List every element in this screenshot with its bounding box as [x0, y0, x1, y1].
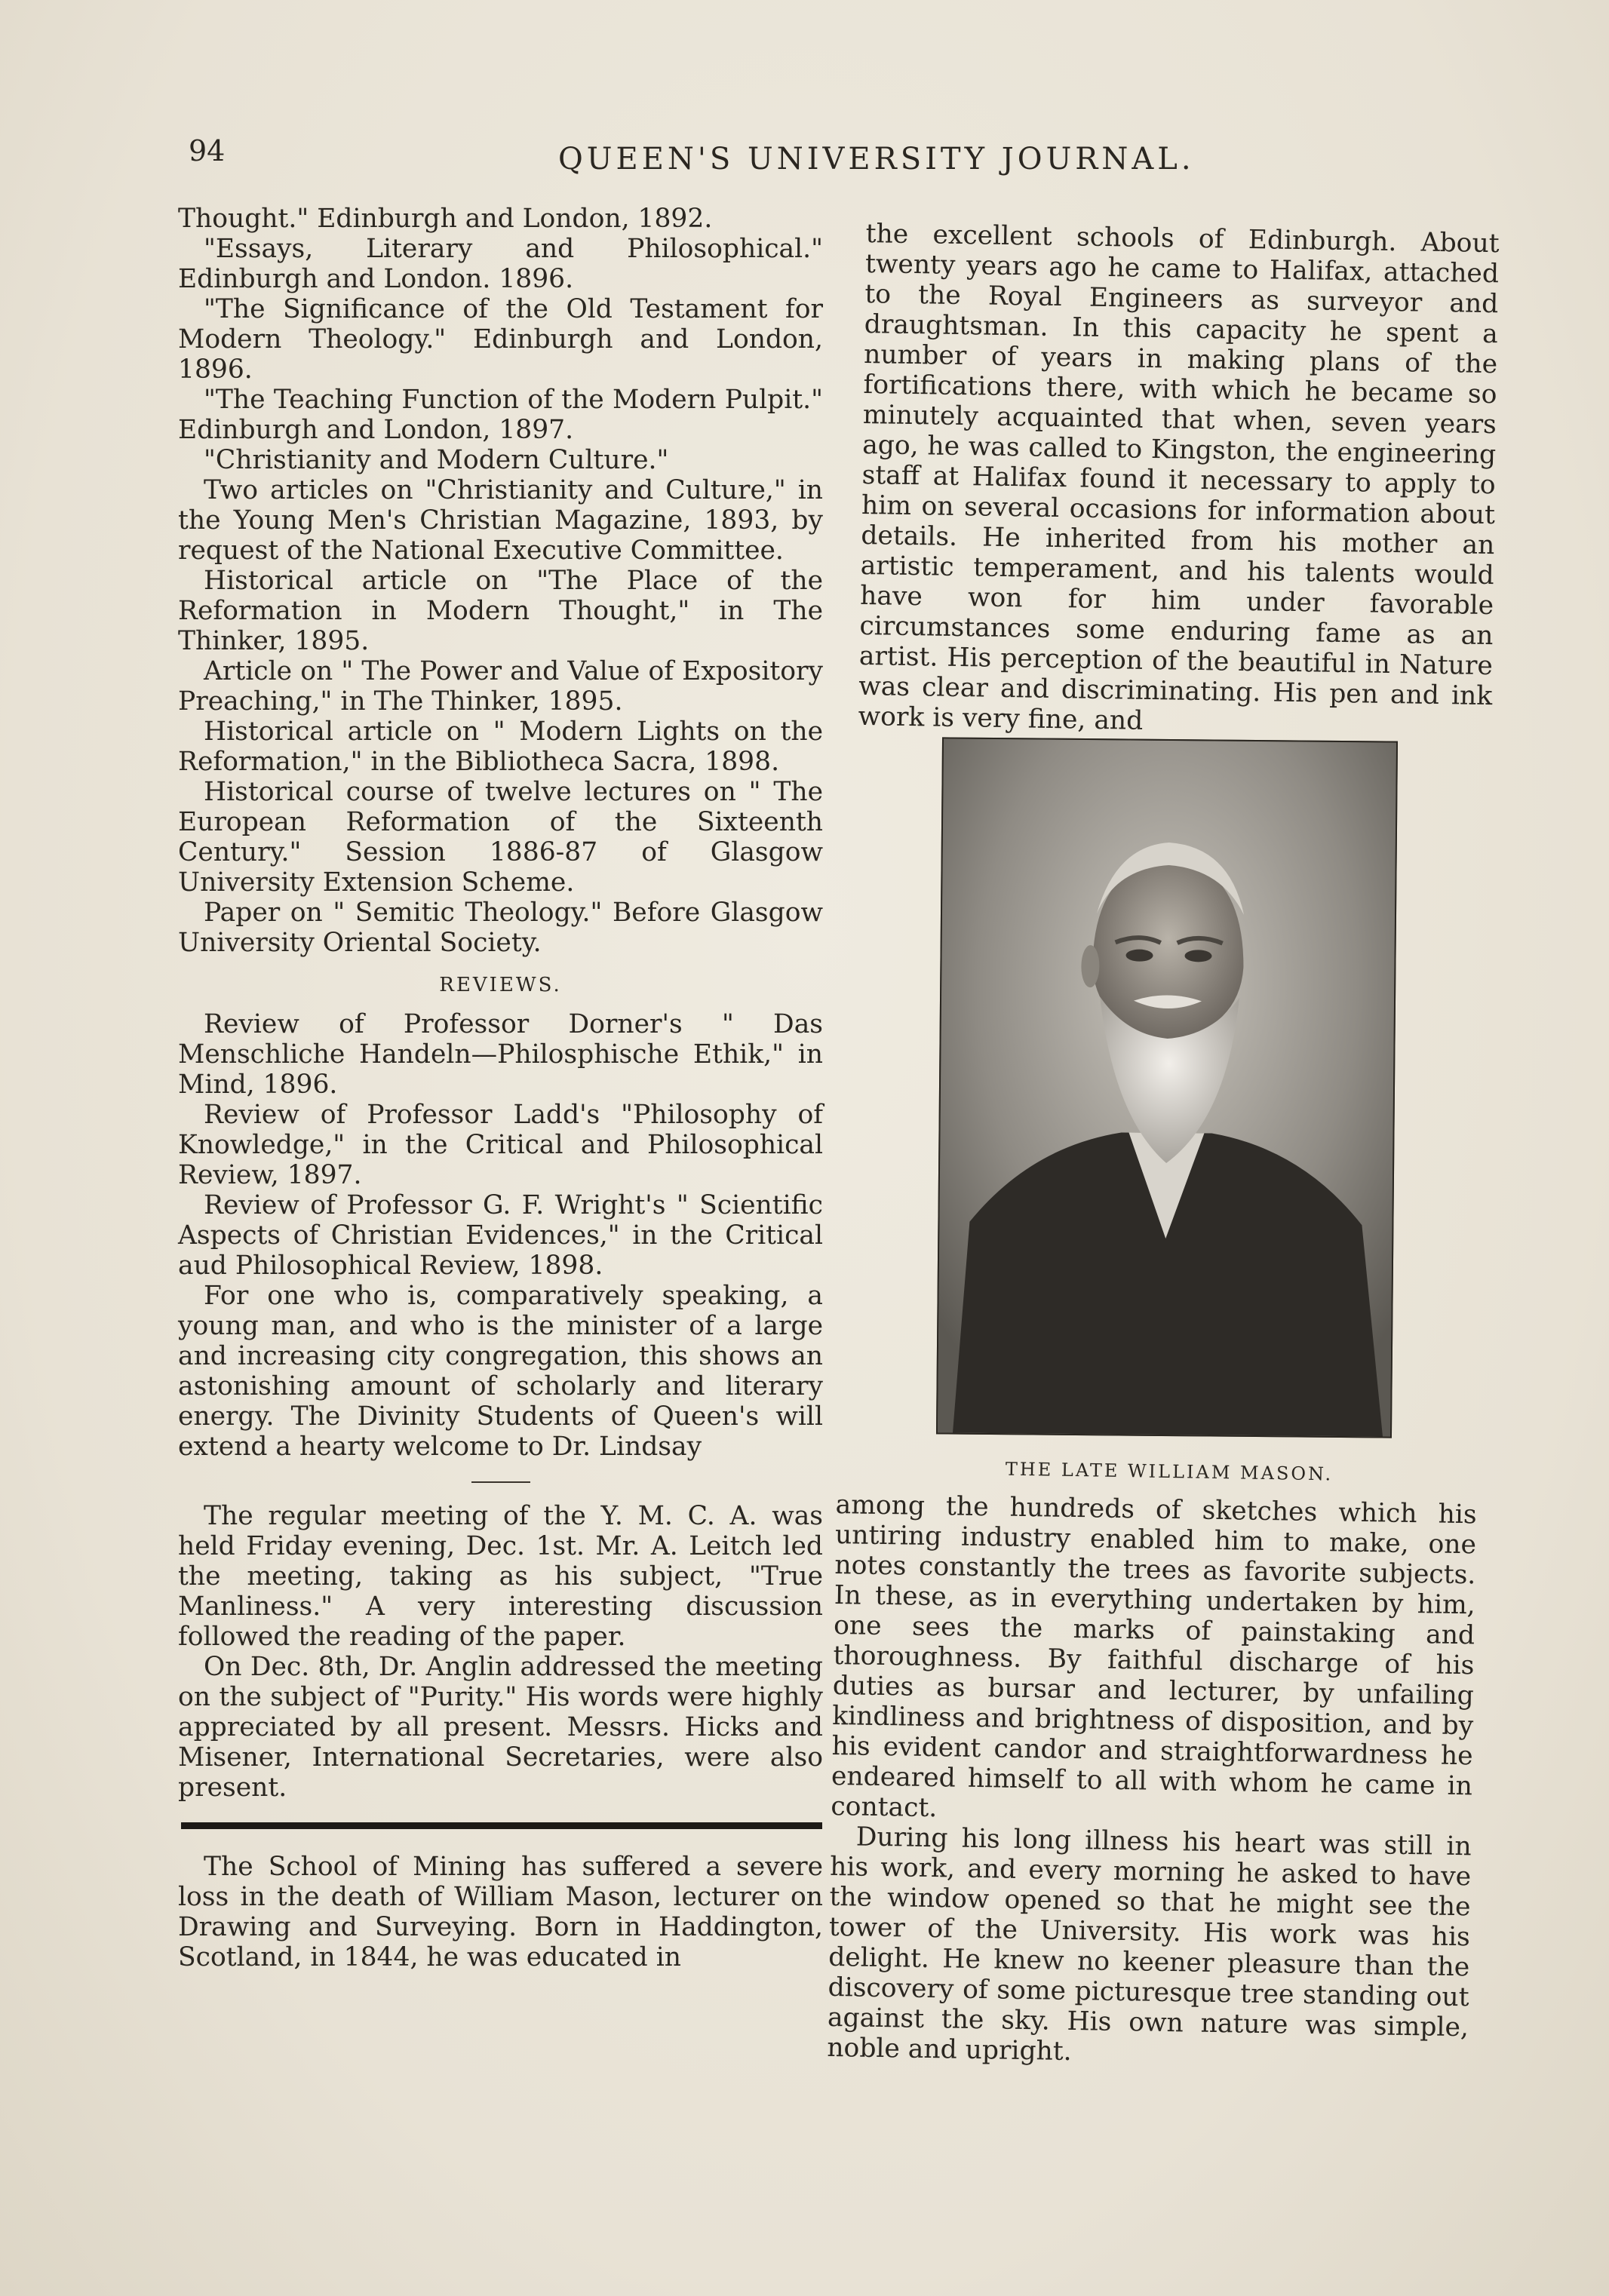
review-entry: Review of Professor G. F. Wright's " Scientific Aspects of Christian Evidences," in the Critical aud Philosophical Review, 1898. [178, 1190, 823, 1281]
right-column-top [858, 219, 1500, 741]
journal-title: QUEEN'S UNIVERSITY JOURNAL. [558, 142, 1195, 176]
bibliography-entry: Thought." Edinburgh and London, 1892. [178, 204, 713, 234]
obituary-paragraph: the excellent schools of Edinburgh. About twenty years ago he came to Halifax, attached to the Royal Engineers as surveyor and draughtsman. In this capacity he spent a number of years in making plans of the fortifications there, with which he became so minutely acquainted that when, seven years ago, he was called to Kingston, the engineering staff at Halifax found it necessary to apply to him on several occasions for information about details. He inherited from his mother an artistic temperament, and his talents would have won for him under favorable circumstances some enduring fame as an artist. His perception of the beautiful in Nature was clear and discriminating. His pen and ink work is very fine, and [858, 219, 1500, 736]
bibliography-entry: Two articles on "Christianity and Culture," in the Young Men's Christian Magazine, 1893, by request of the National Executive Committee. [178, 475, 823, 566]
obituary-paragraph: among the hundreds of sketches which his untiring industry enabled him to make, one notes constantly the trees as favorite subjects. In these, as in everything undertaken by him, one sees the marks of painstaking and thoroughness. By faithful discharge of his duties as bursar and lecturer, by unfailing kindliness and brightness of disposition, and by his evident candor and straightforwardness he endeared himself to all with whom he came in contact. [831, 1490, 1477, 1824]
photo-caption: THE LATE WILLIAM MASON. [1005, 1458, 1334, 1485]
bibliography-entry: Historical course of twelve lectures on " The European Reformation of the Sixteenth Century." Session 1886-87 of Glasgow University Extension Scheme. [178, 777, 823, 898]
page-number: 94 [189, 134, 226, 167]
left-column [178, 204, 823, 1972]
bibliography-entry: Historical article on " Modern Lights on the Reformation," in the Bibliotheca Sacra, 1898. [178, 717, 823, 777]
bibliography-entry: "Christianity and Modern Culture." [204, 445, 669, 475]
ymca-paragraph: On Dec. 8th, Dr. Anglin addressed the meeting on the subject of "Purity." His words were highly appreciated by all present. Messrs. Hicks and Misener, International Secretaries, were also present. [178, 1652, 823, 1803]
section-rule [181, 1822, 822, 1829]
bibliography-entry: Paper on " Semitic Theology." Before Glasgow University Oriental Society. [178, 898, 823, 958]
reviews-heading: REVIEWS. [439, 974, 562, 996]
section-divider [471, 1481, 530, 1483]
obituary-paragraph: The School of Mining has suffered a severe loss in the death of William Mason, lecturer on Drawing and Surveying. Born in Haddington, Scotland, in 1844, he was educated in [178, 1852, 823, 1972]
review-entry: Review of Professor Ladd's "Philosophy of Knowledge," in the Critical and Philosophical Review, 1897. [178, 1100, 823, 1190]
ymca-paragraph: The regular meeting of the Y. M. C. A. was held Friday evening, Dec. 1st. Mr. A. Leitch led the meeting, taking as his subject, "True Manliness." A very interesting discussion followed the reading of the paper. [178, 1501, 823, 1652]
bibliography-entry: "The Teaching Function of the Modern Pulpit." Edinburgh and London, 1897. [178, 385, 823, 445]
right-column-bottom [827, 1490, 1477, 2073]
review-entry: Review of Professor Dorner's " Das Menschliche Handeln—Philosphische Ethik," in Mind, 1896. [178, 1009, 823, 1100]
bibliography-entry: "Essays, Literary and Philosophical." Edinburgh and London. 1896. [178, 234, 823, 294]
portrait-image [938, 738, 1396, 1436]
obituary-paragraph: During his long illness his heart was still in his work, and every morning he asked to have the window opened so that he might see the tower of the University. His work was his delight. He knew no keener pleasure than the discovery of some picturesque tree standing out against the sky. His own nature was simple, noble and upright. [827, 1822, 1472, 2067]
bibliography-entry: "The Significance of the Old Testament for Modern Theology." Edinburgh and London, 1896. [178, 294, 823, 385]
portrait-photo [936, 737, 1398, 1438]
bibliography-entry: Historical article on "The Place of the Reformation in Modern Thought," in The Thinker, 1895. [178, 566, 823, 656]
bibliography-entry: Article on " The Power and Value of Expository Preaching," in The Thinker, 1895. [178, 656, 823, 717]
page-header [189, 134, 1516, 187]
closing-paragraph: For one who is, comparatively speaking, a young man, and who is the minister of a large and increasing city congregation, this shows an astonishing amount of scholarly and literary energy. The Divinity Students of Queen's will extend a hearty welcome to Dr. Lindsay [178, 1281, 823, 1462]
